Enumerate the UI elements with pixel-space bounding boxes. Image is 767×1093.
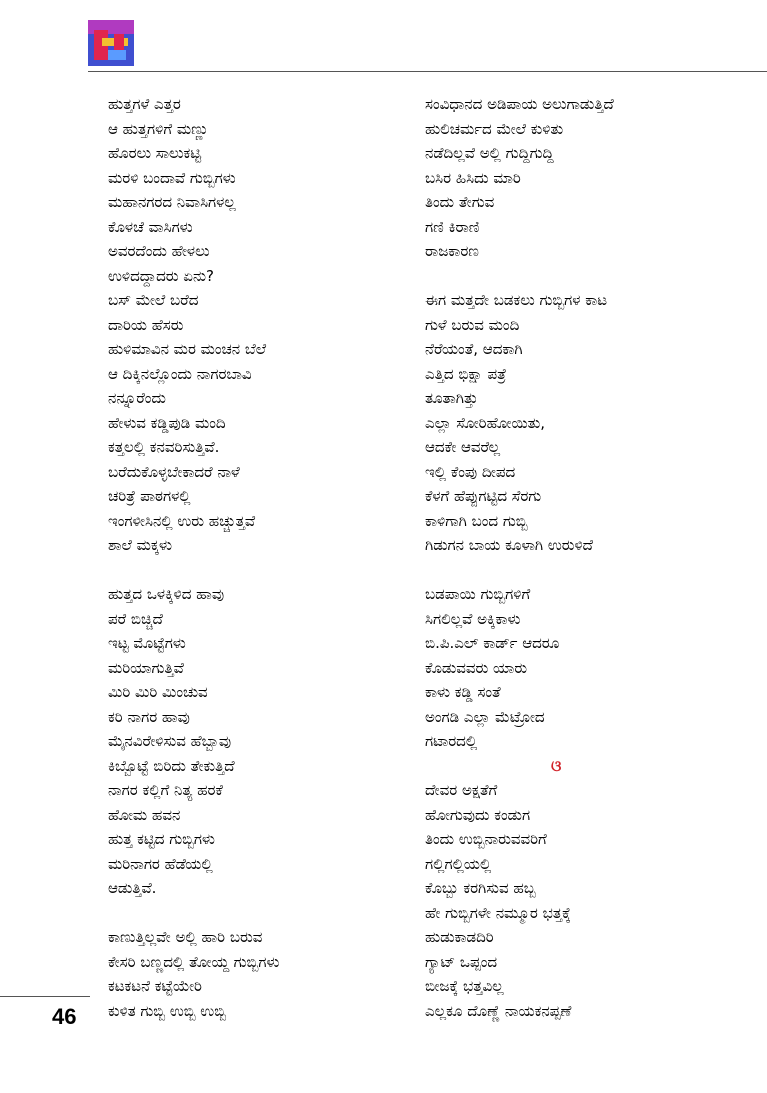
poem-line: ಅವರದೆಂದು ಹೇಳಲು (108, 242, 210, 260)
poem-line: ಬರೆದುಕೊಳ್ಳಬೇಕಾದರೆ ನಾಳೆ (108, 462, 240, 481)
poem-line: ಈಗ ಮತ್ತದೇ ಬಡಕಲು ಗುಬ್ಬಿಗಳ ಕಾಟ (425, 291, 608, 309)
poem-line: ಅಂಗಡಿ ಎಲ್ಲಾ ಮೆಟ್ರೋದ (425, 707, 545, 726)
poem-line: ಹುಡುಕಾಡದಿರಿ (425, 928, 494, 946)
poem-line: ಚರಿತ್ರೆ ಪಾಠಗಳಲ್ಲಿ (108, 487, 191, 505)
poem-line: ಕಟಕಟನೆ ಕಟ್ಟೆಯೇರಿ (108, 977, 202, 995)
poem-line: ಆ ಹುತ್ತಗಳಿಗೆ ಮಣ್ಣು (108, 119, 209, 138)
poem-line: ಬಸಿರ ಹಿಸಿದು ಮಾರಿ (425, 168, 521, 187)
poem-line: ಕಿಬ್ಬೊಟ್ಟೆ ಬಿರಿದು ತೇಕುತ್ತಿದೆ (108, 756, 235, 775)
poem-line: ನೆರೆಯಂತೆ, ಆದಕಾಗಿ (425, 340, 523, 358)
poem-line: ಮರಳಿ ಬಂದಾವೆ ಗುಬ್ಬಿಗಳು (108, 168, 236, 187)
poem-line: ಕೊಳಚೆ ವಾಸಿಗಳು (108, 217, 193, 236)
poem-line: ಉಳಿದದ್ದಾದರು ಏನು? (108, 266, 215, 285)
poem-line: ಕೇಸರಿ ಬಣ್ಣದಲ್ಲಿ ತೋಯ್ದ ಗುಬ್ಬಿಗಳು (108, 952, 280, 971)
poem-line: ಆದಕೇ ಆವರೆಲ್ಲ (425, 438, 501, 456)
poem-line: ಹುತ್ತದ ಒಳಕ್ಕಿಳಿದ ಹಾವು (108, 585, 225, 603)
poem-line: ನಾಗರ ಕಲ್ಲಿಗೆ ನಿತ್ಯ ಹರಕೆ (108, 781, 223, 799)
poem-line: ಗಣಿ ಕಿರಾಣಿ (425, 217, 480, 236)
poem-line: ಗಟಾರದಲ್ಲಿ (425, 732, 478, 750)
poem-line: ಗಿಡುಗನ ಬಾಯ ಕೂಳಾಗಿ ಉರುಳಿದೆ (425, 536, 593, 554)
poem-left-column (108, 92, 279, 1023)
publisher-logo (88, 20, 134, 66)
poem-line: ಕುಳಿತ ಗುಬ್ಬಿ ಉಬ್ಬಿ ಉಬ್ಬಿ (108, 1001, 226, 1020)
poem-line: ಹೇ ಗುಬ್ಬಿಗಳೇ ನಮ್ಮೂರ ಭತ್ತಕ್ಕೆ (425, 903, 571, 922)
poem-line: ಮರಿನಾಗರ ಹೆಡೆಯಲ್ಲಿ (108, 854, 213, 873)
poem-line: ತಿಂದು ಉಬ್ಬಿನಾರುವವರಿಗೆ (425, 830, 547, 848)
poem-line: ಇಲ್ಲಿ ಕೆಂಪು ದೀಪದ (425, 462, 516, 481)
poem-line: ಮಹಾನಗರದ ನಿವಾಸಿಗಳಲ್ಲ (108, 193, 236, 211)
poem-line: ದೇವರ ಅಕ್ಷತೆಗೆ (425, 781, 498, 799)
poem-line: ಮೈನವಿರೇಳಿಸುವ ಹೆಬ್ಬಾವು (108, 732, 232, 750)
poem-line: ಮಿರಿ ಮಿರಿ ಮಿಂಚುವ (108, 683, 208, 701)
poem-line: ತೂತಾಗಿತ್ತು (425, 389, 478, 407)
poem-line: ಬಿ.ಪಿ.ಎಲ್ ಕಾರ್ಡ್ ಆದರೂ (425, 634, 560, 652)
poem-line: ಹುಲಿಚರ್ಮದ ಮೇಲೆ ಕುಳಿತು (425, 119, 564, 138)
poem-line: ಕಾಳಿಗಾಗಿ ಬಂದ ಗುಬ್ಬಿ (425, 511, 528, 530)
poem-line: ಬಡಪಾಯಿ ಗುಬ್ಬಿಗಳಿಗೆ (425, 585, 531, 603)
stanza-gap (425, 264, 614, 289)
stanza-gap (108, 558, 279, 583)
poem-line: ಕೊಡುವವರು ಯಾರು (425, 658, 528, 677)
poem-line: ಆಡುತ್ತಿವೆ. (108, 879, 157, 897)
poem-line: ಮರಿಯಾಗುತ್ತಿವೆ (108, 658, 184, 677)
stanza-gap (425, 558, 614, 583)
poem-line: ಹುತ್ತ ಕಟ್ಟಿದ ಗುಬ್ಬಿಗಳು (108, 830, 215, 848)
poem-line: ಸಿಗಲಿಲ್ಲವೆ ಅಕ್ಕಿಕಾಳು (425, 609, 521, 628)
poem-line: ತಿಂದು ತೇಗುವ (425, 193, 495, 211)
poem-line: ದಾರಿಯ ಹೆಸರು (108, 315, 184, 334)
poem-line: ಗುಳೆ ಬರುವ ಮಂದಿ (425, 315, 520, 334)
poem-line: ಹೋಮ ಹವನ (108, 805, 181, 824)
poem-line: ಕೆಳಗೆ ಹೆಪ್ಪುಗಟ್ಟಿದ ಸೆರಗು (425, 487, 542, 505)
ornament-glyph: ଓ (551, 756, 562, 775)
poem-line: ಹೊರಲು ಸಾಲುಕಟ್ಟಿ (108, 144, 202, 162)
poem-line: ಗಲ್ಲಿಗಲ್ಲಿಯಲ್ಲಿ (425, 854, 492, 873)
poem-line: ಕಾಳು ಕಡ್ಡಿ ಸಂತೆ (425, 683, 501, 701)
poem-line: ಬೀಜಕ್ಕೆ ಭತ್ತವಿಲ್ಲ (425, 977, 504, 995)
poem-line: ಆ ದಿಕ್ಕಿನಲ್ಲೊಂದು ನಾಗರಬಾವಿ (108, 364, 252, 383)
poem-line: ಹುಳಿಮಾವಿನ ಮರ ಮಂಚನ ಬೆಲೆ (108, 340, 267, 358)
poem-line: ಎತ್ತಿದ ಭಿಕ್ಷಾ ಪತ್ರೆ (425, 364, 507, 383)
poem-line: ಸಂವಿಧಾನದ ಅಡಿಪಾಯ ಅಲುಗಾಡುತ್ತಿದೆ (425, 95, 614, 113)
poem-line: ಕೊಬ್ಬು ಕರಗಿಸುವ ಹಬ್ಬ (425, 879, 536, 897)
poem-line: ಎಲ್ಲಾ ಸೋರಿಹೋಯಿತು, (425, 413, 546, 432)
poem-line: ಬಸ್ ಮೇಲೆ ಬರೆದ (108, 291, 199, 309)
poem-line: ಕತ್ತಲಲ್ಲಿ ಕನವರಿಸುತ್ತಿವೆ. (108, 438, 220, 456)
poem-line: ಇಂಗಳೀಸಿನಲ್ಲಿ ಉರು ಹಚ್ಚುತ್ತವೆ (108, 511, 256, 530)
poem-line: ಪರೆ ಬಿಚ್ಚಿದೆ (108, 609, 163, 628)
poem-line: ಹೇಳುವ ಕಡ್ಡಿಪುಡಿ ಮಂದಿ (108, 413, 226, 432)
poem-line: ಗ್ಯಾಟ್ ಒಪ್ಪಂದ (425, 952, 498, 971)
poem-line: ಇಟ್ಟ ಮೊಟ್ಟೆಗಳು (108, 634, 186, 652)
footer-rule (0, 996, 90, 997)
poem-line: ನನ್ನೂರೆಂದು (108, 389, 166, 407)
header-rule (88, 71, 767, 72)
poem-line: ರಾಜಕಾರಣ (425, 242, 479, 260)
poem-line: ನಡೆದಿಲ್ಲವೆ ಅಲ್ಲಿ ಗುದ್ದಿಗುದ್ದಿ (425, 144, 554, 162)
poem-right-column (425, 92, 614, 1023)
poem-line: ಕರಿ ನಾಗರ ಹಾವು (108, 707, 190, 726)
poem-line: ಎಲ್ಲಕೂ ದೊಣ್ಣೆ ನಾಯಕನಪ್ಪಣೆ (425, 1001, 572, 1020)
poem-line: ಶಾಲೆ ಮಕ್ಕಳು (108, 536, 172, 554)
stanza-gap (108, 901, 279, 926)
poem-line: ಹುತ್ತಗಳೆ ಎತ್ತರ (108, 95, 181, 113)
poem-line: ಹೋಗುವುದು ಕಂಡುಗ (425, 805, 531, 824)
page-number: 46 (52, 1004, 77, 1029)
poem-line: ಕಾಣುತ್ತಿಲ್ಲವೇ ಅಲ್ಲಿ ಹಾರಿ ಬರುವ (108, 928, 263, 946)
